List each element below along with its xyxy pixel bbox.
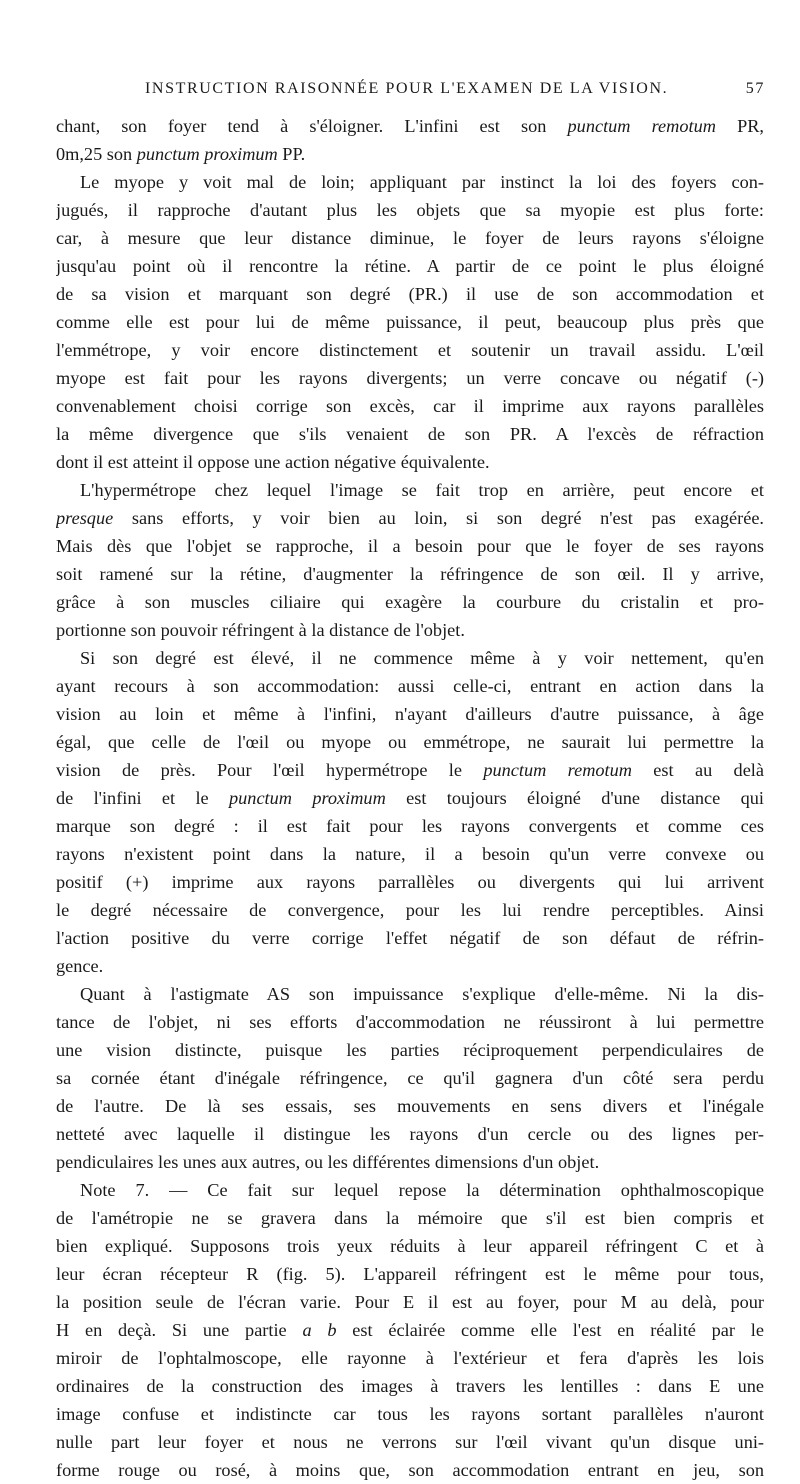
text-line (56, 280, 764, 308)
text-line (56, 644, 764, 672)
text-line (56, 1176, 764, 1204)
text-segment: le degré nécessaire de convergence, pour les lui rendre perceptibles. Ainsi (56, 900, 764, 920)
text-line (56, 812, 764, 840)
text-line (56, 728, 764, 756)
text-line (56, 252, 764, 280)
text-segment: de l'autre. De là ses essais, ses mouvements en sens divers et l'inégale (56, 1096, 764, 1116)
text-line (56, 476, 764, 504)
text-line (56, 616, 764, 644)
text-line (56, 1260, 764, 1288)
text-segment: miroir de l'ophtalmoscope, elle rayonne à l'extérieur et fera d'après les lois (56, 1348, 764, 1368)
text-segment: comme elle est pour lui de même puissance, il peut, beaucoup plus près que (56, 312, 764, 332)
text-line (56, 504, 764, 532)
text-segment: de l'infini et le (56, 788, 230, 808)
text-segment: netteté avec laquelle il distingue les rayons d'un cercle ou des lignes per- (56, 1124, 764, 1144)
text-segment: est au delà (631, 760, 764, 780)
text-line (56, 1120, 764, 1148)
text-segment: Note 7. — Ce fait sur lequel repose la détermination ophthalmoscopique (80, 1180, 764, 1200)
text-segment: chant, son foyer tend à s'éloigner. L'infini est son (56, 116, 568, 136)
text-segment: Si son degré est élevé, il ne commence même à y voir nettement, qu'en (80, 648, 764, 668)
text-segment: image confuse et indistincte car tous les rayons sortant parallèles n'auront (56, 1404, 764, 1424)
text-segment: tance de l'objet, ni ses efforts d'accommodation ne réussiront à lui permettre (56, 1012, 764, 1032)
text-segment: car, à mesure que leur distance diminue, le foyer de leurs rayons s'éloigne (56, 228, 764, 248)
italic-term: punctum proximum (229, 788, 386, 808)
text-segment: H en deçà. Si une partie (56, 1320, 303, 1340)
page-number: 57 (745, 80, 765, 97)
text-line (56, 1036, 764, 1064)
text-line (56, 392, 764, 420)
text-line (56, 672, 764, 700)
text-line (56, 700, 764, 728)
text-segment: PP. (277, 144, 306, 164)
text-line (56, 308, 764, 336)
text-line (56, 1092, 764, 1120)
text-segment: L'hypermétrope chez lequel l'image se fait trop en arrière, peut encore et (80, 480, 764, 500)
text-line (56, 840, 764, 868)
text-segment: portionne son pouvoir réfringent à la distance de l'objet. (56, 620, 465, 640)
italic-term: punctum remotum (567, 116, 716, 136)
text-line (56, 112, 764, 140)
body-text (56, 112, 764, 1484)
text-line (56, 364, 764, 392)
text-segment: jugués, il rapproche d'autant plus les objets que sa myopie est plus forte: (56, 200, 764, 220)
text-segment: ordinaires de la construction des images à travers les lentilles : dans E une (56, 1376, 764, 1396)
text-line (56, 924, 764, 952)
text-segment: ayant recours à son accommodation: aussi celle-ci, entrant en action dans la (56, 676, 764, 696)
text-segment: myope est fait pour les rayons divergents; un verre concave ou négatif (-) (56, 368, 764, 388)
text-segment: nulle part leur foyer et nous ne verrons sur l'œil vivant qu'un disque uni- (56, 1432, 764, 1452)
text-line (56, 1456, 764, 1484)
running-head (145, 80, 765, 104)
text-segment: l'action positive du verre corrige l'effet négatif de son défaut de réfrin- (56, 928, 764, 948)
text-segment: une vision distincte, puisque les parties réciproquement perpendiculaires de (56, 1040, 764, 1060)
text-line (56, 1232, 764, 1260)
text-line (56, 196, 764, 224)
running-title: INSTRUCTION RAISONNÉE POUR L'EXAMEN DE LA VISION. (145, 80, 669, 97)
text-segment: convenablement choisi corrige son excès, car il imprime aux rayons parallèles (56, 396, 764, 416)
text-line (56, 448, 764, 476)
text-segment: forme rouge ou rosé, à moins que, son accommodation entrant en jeu, son (56, 1460, 764, 1480)
text-line (56, 1316, 764, 1344)
text-segment: bien expliqué. Supposons trois yeux réduits à leur appareil réfringent C et à (56, 1236, 764, 1256)
text-segment: leur écran récepteur R (fig. 5). L'appareil réfringent est le même pour tous, (56, 1264, 764, 1284)
text-segment: Le myope y voit mal de loin; appliquant par instinct la loi des foyers con- (80, 172, 764, 192)
text-line (56, 560, 764, 588)
text-line (56, 896, 764, 924)
text-segment: gence. (56, 956, 104, 976)
text-segment: est éclairée comme elle l'est en réalité par le (336, 1320, 764, 1340)
text-segment: marque son degré : il est fait pour les rayons convergents et comme ces (56, 816, 764, 836)
text-segment: Mais dès que l'objet se rapproche, il a besoin pour que le foyer de ses rayons (56, 536, 764, 556)
text-segment: l'emmétrope, y voir encore distinctement et soutenir un travail assidu. L'œil (56, 340, 764, 360)
text-line (56, 1288, 764, 1316)
text-segment: rayons n'existent point dans la nature, il a besoin qu'un verre convexe ou (56, 844, 764, 864)
italic-term: presque (56, 508, 114, 528)
text-line (56, 1008, 764, 1036)
text-segment: 0m,25 son (56, 144, 137, 164)
text-line (56, 532, 764, 560)
text-segment: vision au loin et même à l'infini, n'ayant d'ailleurs d'autre puissance, à âge (56, 704, 764, 724)
text-segment: égal, que celle de l'œil ou myope ou emmétrope, ne saurait lui permettre la (56, 732, 764, 752)
text-segment: sans efforts, y voir bien au loin, si son degré n'est pas exagérée. (113, 508, 764, 528)
text-segment: PR, (715, 116, 764, 136)
text-line (56, 336, 764, 364)
text-segment: jusqu'au point où il rencontre la rétine. A partir de ce point le plus éloigné (56, 256, 764, 276)
text-segment: de sa vision et marquant son degré (PR.) il use de son accommodation et (56, 284, 764, 304)
text-line (56, 420, 764, 448)
text-line (56, 588, 764, 616)
text-line (56, 952, 764, 980)
text-line (56, 1400, 764, 1428)
italic-term: punctum proximum (136, 144, 278, 164)
text-segment: pendiculaires les unes aux autres, ou les différentes dimensions d'un objet. (56, 1152, 600, 1172)
text-segment: de l'amétropie ne se gravera dans la mémoire que s'il est bien compris et (56, 1208, 764, 1228)
text-line (56, 1064, 764, 1092)
text-segment: dont il est atteint il oppose une action négative équivalente. (56, 452, 490, 472)
text-segment: Quant à l'astigmate AS son impuissance s'explique d'elle-même. Ni la dis- (80, 984, 764, 1004)
text-segment: la position seule de l'écran varie. Pour E il est au foyer, pour M au delà, pour (56, 1292, 764, 1312)
italic-term: a b (302, 1320, 337, 1340)
text-segment: est toujours éloigné d'une distance qui (385, 788, 764, 808)
text-line (56, 224, 764, 252)
text-segment: la même divergence que s'ils venaient de son PR. A l'excès de réfraction (56, 424, 764, 444)
text-line (56, 1344, 764, 1372)
text-line (56, 1204, 764, 1232)
text-line (56, 784, 764, 812)
text-line (56, 980, 764, 1008)
text-line (56, 168, 764, 196)
text-line (56, 756, 764, 784)
text-segment: grâce à son muscles ciliaire qui exagère la courbure du cristalin et pro- (56, 592, 764, 612)
text-segment: sa cornée étant d'inégale réfringence, ce qu'il gagnera d'un côté sera perdu (56, 1068, 764, 1088)
text-segment: vision de près. Pour l'œil hypermétrope le (56, 760, 484, 780)
text-line (56, 1148, 764, 1176)
text-segment: positif (+) imprime aux rayons parrallèles ou divergents qui lui arrivent (56, 872, 764, 892)
text-segment: soit ramené sur la rétine, d'augmenter la réfringence de son œil. Il y arrive, (56, 564, 764, 584)
text-line (56, 1428, 764, 1456)
text-line (56, 140, 764, 168)
text-line (56, 868, 764, 896)
text-line (56, 1372, 764, 1400)
italic-term: punctum remotum (483, 760, 632, 780)
